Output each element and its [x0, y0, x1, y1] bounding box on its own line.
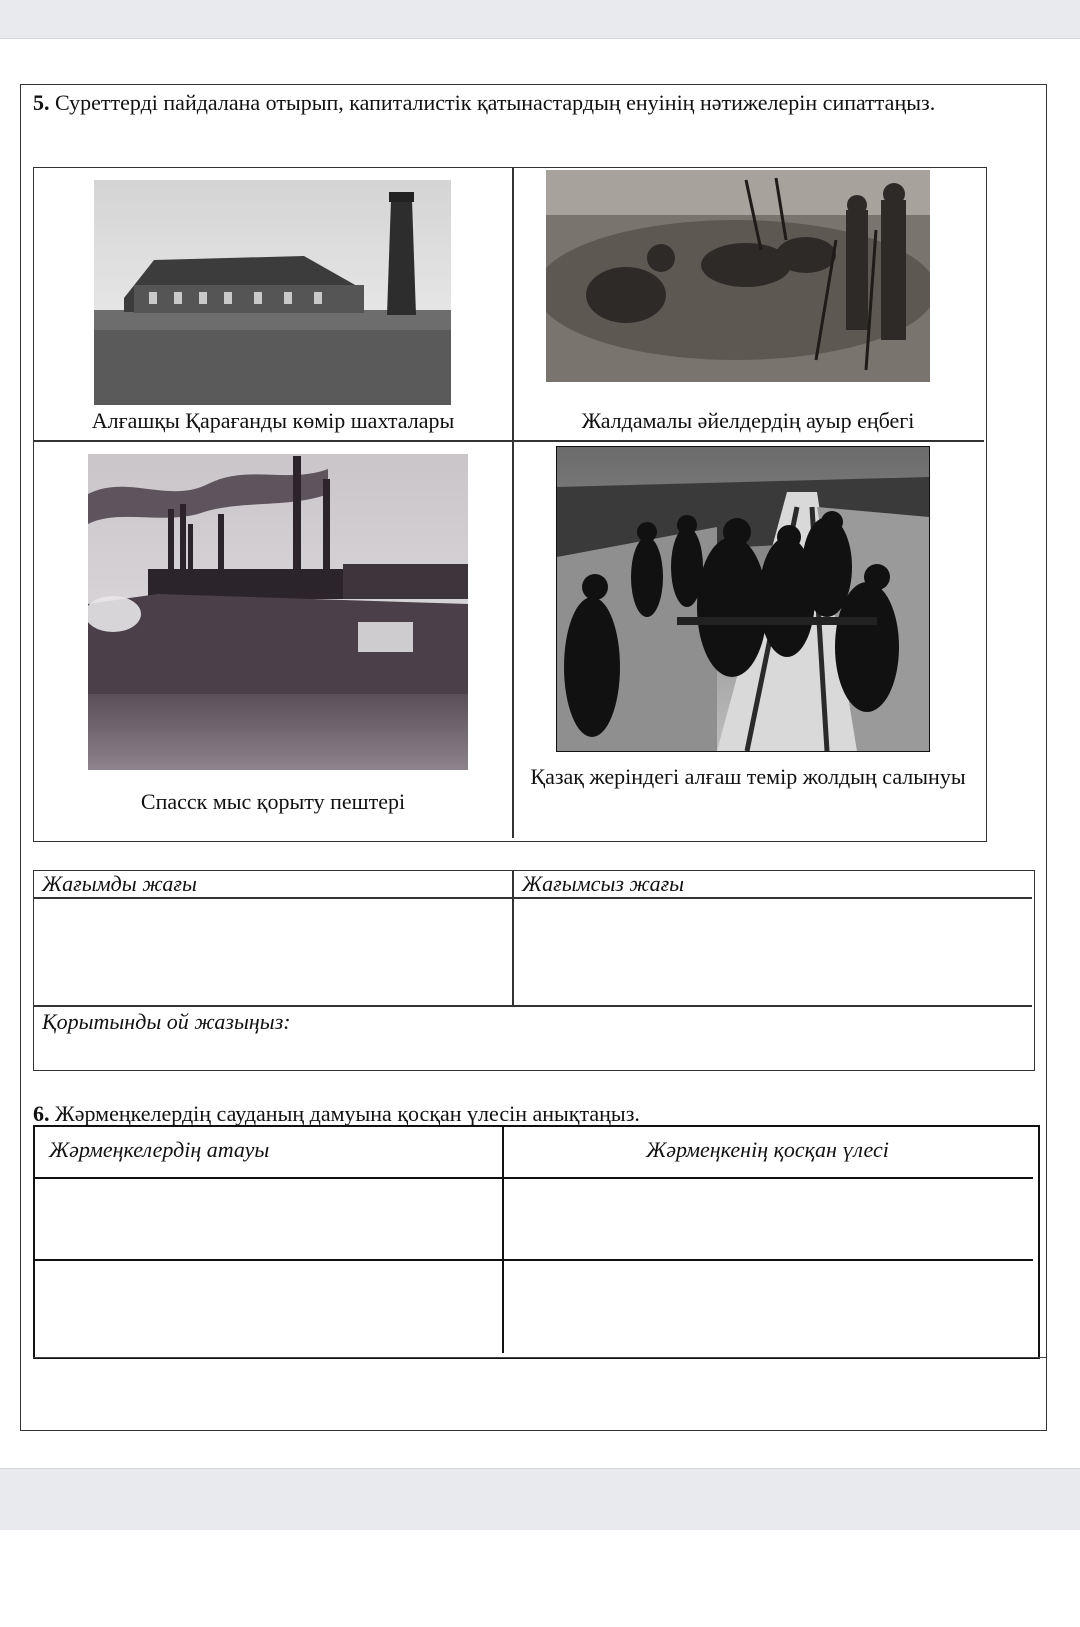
photo-caption-3: Спасск мыс қорыту пештері [140, 789, 406, 814]
fair-name-cell[interactable] [35, 1179, 501, 1258]
photo-grid [33, 167, 987, 842]
fairs-table [33, 1125, 1040, 1359]
photo-caption-2: Жалдамалы әйелдердің ауыр еңбегі [581, 408, 915, 433]
photo-caption-1: Алғашқы Қарағанды көмір шахталары [91, 408, 455, 433]
worksheet-page [20, 84, 1047, 1431]
page-bottom-rule [33, 1357, 1046, 1358]
negative-answer-cell[interactable] [514, 899, 1031, 1004]
table-divider [34, 1005, 1032, 1007]
positive-side-header: Жағымды жағы [42, 871, 197, 896]
fair-contribution-header: Жәрмеңкенің қосқан үлесі [646, 1137, 889, 1162]
conclusion-label: Қорытынды ой жазыңыз: [42, 1009, 291, 1034]
fair-contribution-cell[interactable] [505, 1261, 1033, 1353]
task-6-instruction [33, 1101, 640, 1127]
conclusion-answer-cell[interactable] [34, 1036, 1031, 1068]
task-6-text: Жәрмеңкелердің сауданың дамуына қосқан үлесін анықтаңыз. [55, 1101, 640, 1126]
top-band [0, 0, 1080, 38]
grid-horizontal-divider [34, 440, 984, 442]
top-band-divider [0, 38, 1080, 39]
task-5-instruction [33, 89, 1033, 117]
fair-contribution-cell[interactable] [505, 1179, 1033, 1258]
task-5-text: Суреттерді пайдалана отырып, капиталистік қатынастардың енуінің нәтижелерін сипаттаңыз. [55, 90, 936, 115]
pros-cons-table [33, 870, 1035, 1071]
task-5-number: 5. [33, 90, 50, 115]
photo-first-railway-construction [556, 446, 930, 752]
positive-answer-cell[interactable] [34, 899, 511, 1004]
task-6-number: 6. [33, 1101, 50, 1126]
photo-women-hard-labor [546, 170, 930, 382]
bottom-band [0, 1468, 1080, 1530]
photo-spassk-copper-smelter [88, 454, 468, 770]
negative-side-header: Жағымсыз жағы [522, 871, 685, 896]
grid-vertical-divider [512, 168, 514, 838]
photo-caption-4: Қазақ жеріндегі алғаш темір жолдың салынуы [530, 764, 966, 789]
fair-name-cell[interactable] [35, 1261, 501, 1353]
fair-name-header: Жәрмеңкелердің атауы [49, 1137, 270, 1162]
photo-karaganda-coal-mines [94, 180, 451, 405]
